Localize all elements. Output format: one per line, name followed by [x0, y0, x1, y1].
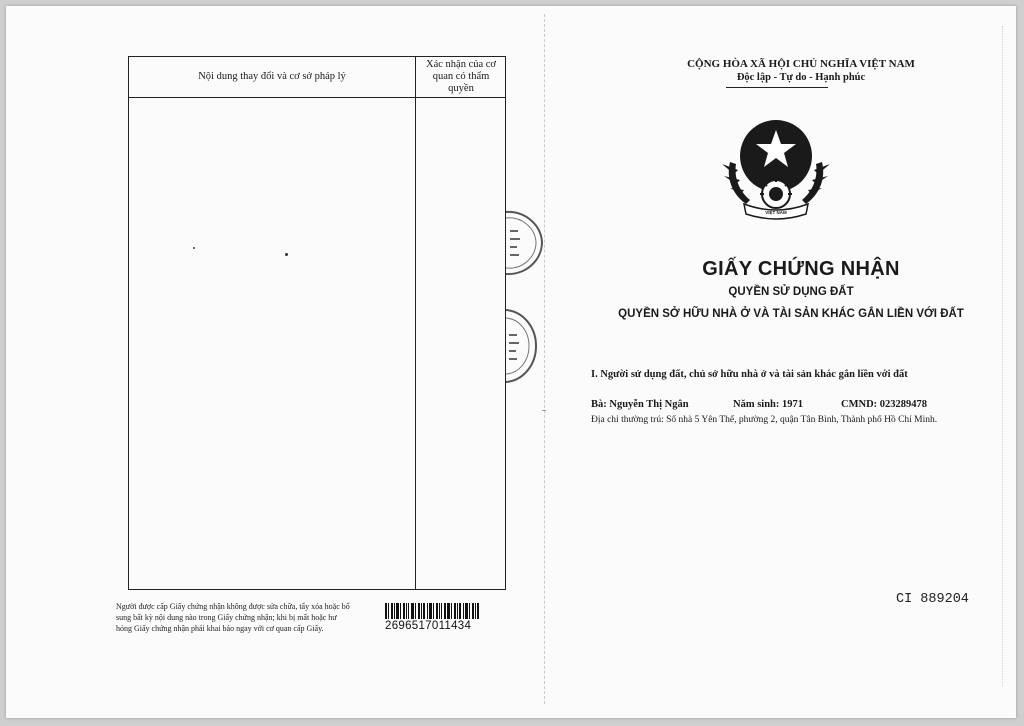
- table-header-rule: [129, 97, 505, 98]
- confirm-header-line: Xác nhận của cơ: [426, 59, 496, 70]
- confirm-header-line: quan có thẩm: [432, 71, 490, 82]
- ink-dot: [193, 247, 195, 249]
- certificate-title: GIẤY CHỨNG NHẬN: [702, 258, 900, 280]
- barcode: [385, 603, 485, 632]
- section-heading: I. Người sử dụng đất, chủ sở hữu nhà ở và tài sản khác gắn liền với đất: [591, 369, 908, 380]
- official-seal-upper: [504, 208, 544, 278]
- content-column-header: Nội dung thay đổi và cơ sở pháp lý: [198, 71, 346, 82]
- barcode-bars: [385, 603, 479, 619]
- motto-underline: [726, 87, 828, 88]
- barcode-number: 2696517011434: [385, 620, 472, 632]
- footnote-line: hỏng Giấy chứng nhận phải khai báo ngay với cơ quan cấp Giấy.: [116, 624, 324, 633]
- confirm-column-header: [417, 59, 505, 95]
- official-seal-lower: [504, 306, 538, 386]
- page-fold: [544, 14, 545, 704]
- emblem-banner-text: VIỆT NAM: [765, 210, 787, 215]
- confirm-header-line: quyền: [448, 83, 474, 94]
- certificate-subtitle-house: QUYỀN SỞ HỮU NHÀ Ở VÀ TÀI SẢN KHÁC GẮN LIỀN VỚI ĐẤT: [618, 308, 964, 320]
- warning-footnote: [116, 601, 376, 634]
- footnote-line: Người được cấp Giấy chứng nhận không được sửa chữa, tẩy xóa hoặc bổ: [116, 602, 350, 611]
- national-motto: Độc lập - Tự do - Hạnh phúc: [736, 72, 866, 83]
- owner-name: Bà: Nguyễn Thị Ngân: [591, 399, 689, 410]
- certificate-serial: CI 889204: [896, 592, 969, 607]
- national-emblem-icon: [716, 104, 836, 224]
- footnote-line: sung bất kỳ nội dung nào trong Giấy chứng nhận; khi bị mất hoặc hư: [116, 613, 337, 622]
- changes-table: [128, 56, 506, 590]
- owner-id-number: CMND: 023289478: [841, 399, 928, 410]
- certificate-subtitle-land: QUYỀN SỬ DỤNG ĐẤT: [728, 286, 854, 298]
- owner-address: Địa chỉ thường trú: Số nhà 5 Yên Thế, phường 2, quận Tân Bình, Thành phố Hồ Chí Minh.: [591, 415, 938, 425]
- owner-birth-year: Năm sinh: 1971: [733, 399, 804, 410]
- certificate-front-page: [546, 6, 1016, 718]
- table-column-divider: [415, 57, 416, 589]
- certificate-scan: [6, 6, 1016, 718]
- ink-dot: [285, 253, 288, 256]
- national-title: CỘNG HÒA XÃ HỘI CHỦ NGHĨA VIỆT NAM: [687, 58, 915, 70]
